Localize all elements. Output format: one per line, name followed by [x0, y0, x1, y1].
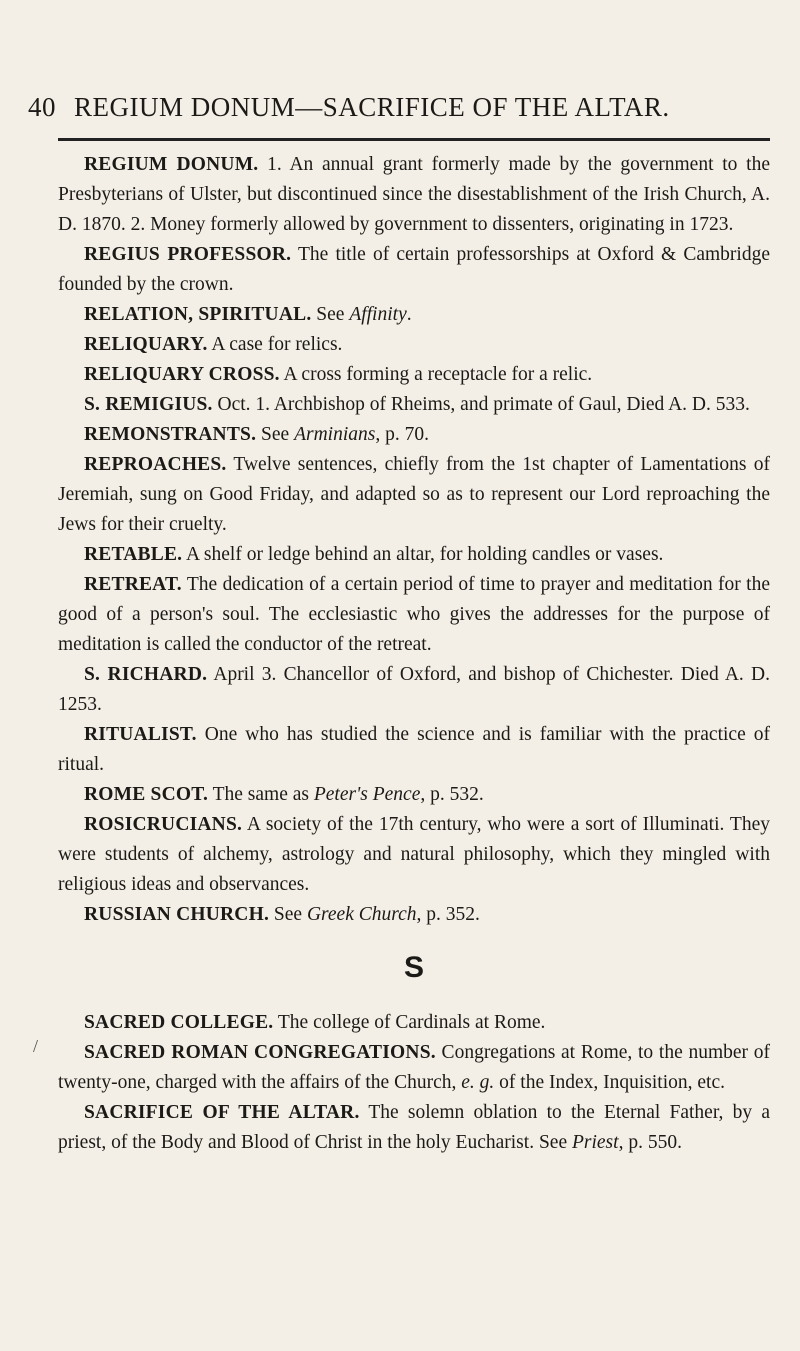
entry-headword: RELATION, SPIRITUAL.	[84, 304, 312, 325]
cross-reference: Arminians	[294, 424, 376, 445]
entry-headword: RELIQUARY.	[84, 334, 208, 355]
entry-definition: See	[256, 424, 295, 445]
entry-headword: S. RICHARD.	[84, 664, 208, 685]
entry-definition: See	[269, 904, 307, 925]
entry-definition: A cross forming a receptacle for a relic.	[279, 364, 593, 385]
dictionary-entry	[58, 780, 770, 810]
entry-headword: RUSSIAN CHURCH.	[84, 904, 270, 925]
dictionary-entry	[58, 660, 770, 720]
entry-headword: SACRED ROMAN CONGREGATIONS.	[84, 1042, 436, 1063]
entries-body	[58, 150, 770, 1158]
entry-definition: One who has studied the science and is familiar with the practice of ritual.	[58, 724, 770, 775]
entry-definition: Twelve sentences, chiefly from the 1st chapter of Lamentations of Jeremiah, sung on Good Friday, and adapted so as to represent our Lord reproaching the Jews for their cruelty.	[58, 454, 770, 535]
dictionary-entry	[58, 1008, 770, 1038]
entry-trailing-text: of the Index, Inquisition, etc.	[494, 1072, 725, 1093]
entry-definition: The college of Cardinals at Rome.	[273, 1012, 546, 1033]
cross-reference: e. g.	[461, 1072, 495, 1093]
entry-headword: RELIQUARY CROSS.	[84, 364, 280, 385]
entries-s	[58, 1008, 770, 1158]
entry-definition: A society of the 17th century, who were a sort of Illuminati. They were students of alchemy, astrology and natural philosophy, which they mingled with religious ideas and observances.	[58, 814, 770, 895]
entry-headword: SACRIFICE OF THE ALTAR.	[84, 1102, 360, 1123]
entry-headword: RETREAT.	[84, 574, 182, 595]
entry-definition: April 3. Chancellor of Oxford, and bishop of Chichester. Died A. D. 1253.	[58, 664, 770, 715]
entry-headword: ROME SCOT.	[84, 784, 209, 805]
dictionary-entry	[58, 390, 770, 420]
entry-definition: The same as	[208, 784, 314, 805]
dictionary-entry	[58, 360, 770, 390]
dictionary-entry	[58, 810, 770, 900]
entry-definition: Oct. 1. Archbishop of Rheims, and primate of Gaul, Died A. D. 533.	[212, 394, 750, 415]
header-rule	[58, 138, 770, 141]
entry-definition: A case for relics.	[207, 334, 343, 355]
dictionary-entry	[58, 1098, 770, 1158]
entry-definition: 1. An annual grant formerly made by the government to the Presbyterians of Ulster, but discontinued since the disestablishment of the Irish Church, A. D. 1870. 2. Money formerly allowed by government to dissenters, originating in 1723.	[58, 154, 770, 235]
cross-reference: Priest	[571, 1132, 619, 1153]
entry-definition: The dedication of a certain period of time to prayer and meditation for the good of a person's soul. The ecclesiastic who gives the addresses for the purpose of meditation is called the conductor of the retreat.	[58, 574, 770, 655]
entry-definition: The title of certain professorships at Oxford & Cambridge founded by the crown.	[58, 244, 770, 295]
entry-definition: Congregations at Rome, to the number of twenty-one, charged with the affairs of the Church,	[58, 1042, 771, 1093]
entry-headword: REPROACHES.	[84, 454, 227, 475]
dictionary-entry	[58, 330, 770, 360]
dictionary-entry	[58, 1038, 770, 1098]
page-number: 40	[28, 92, 56, 122]
entry-headword: S. REMIGIUS.	[84, 394, 213, 415]
entry-headword: ROSICRUCIANS.	[84, 814, 243, 835]
entry-headword: REMONSTRANTS.	[84, 424, 257, 445]
dictionary-entry	[58, 540, 770, 570]
entries-r	[58, 150, 770, 930]
entry-trailing-text: , p. 352.	[416, 904, 480, 925]
entry-trailing-text: .	[406, 304, 412, 325]
margin-mark: /	[33, 1036, 39, 1056]
section-letter: S	[403, 951, 424, 984]
dictionary-entry	[58, 570, 770, 660]
entry-definition: The solemn oblation to the Eternal Father, by a priest, of the Body and Blood of Christ in the holy Eucharist. See	[58, 1102, 770, 1153]
dictionary-entry	[58, 450, 770, 540]
entry-headword: SACRED COLLEGE.	[84, 1012, 274, 1033]
entry-headword: REGIUS PROFESSOR.	[84, 244, 292, 265]
entry-definition: A shelf or ledge behind an altar, for holding candles or vases.	[182, 544, 664, 565]
cross-reference: Greek Church	[306, 904, 417, 925]
entry-headword: RETABLE.	[84, 544, 183, 565]
cross-reference: Peter's Pence	[313, 784, 421, 805]
entry-trailing-text: , p. 532.	[420, 784, 484, 805]
dictionary-entry	[58, 720, 770, 780]
dictionary-entry	[58, 150, 770, 240]
dictionary-entry	[58, 900, 770, 930]
dictionary-entry	[58, 240, 770, 300]
dictionary-entry	[58, 420, 770, 450]
entry-headword: REGIUM DONUM.	[84, 154, 259, 175]
page-header	[28, 92, 768, 123]
entry-trailing-text: , p. 550.	[618, 1132, 682, 1153]
cross-reference: Affinity	[349, 304, 407, 325]
entry-trailing-text: , p. 70.	[375, 424, 429, 445]
running-title: REGIUM DONUM—SACRIFICE OF THE ALTAR.	[74, 92, 670, 122]
dictionary-entry	[58, 300, 770, 330]
entry-definition: See	[311, 304, 350, 325]
entry-headword: RITUALIST.	[84, 724, 197, 745]
